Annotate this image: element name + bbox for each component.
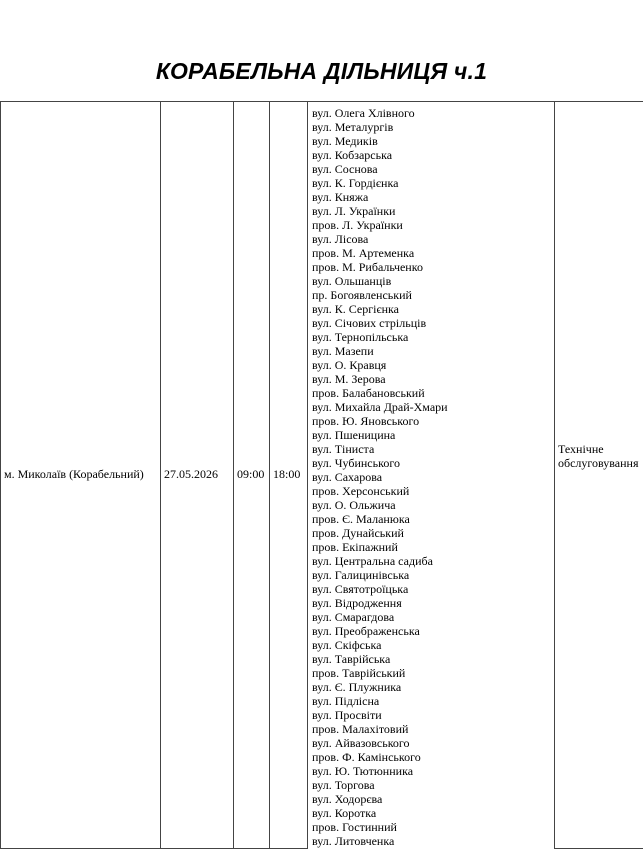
page-title: КОРАБЕЛЬНА ДІЛЬНИЦЯ ч.1	[155, 58, 488, 84]
street-item: вул. Лісова	[312, 232, 369, 246]
street-item: вул. Підлісна	[312, 694, 380, 708]
street-item: пров. М. Артеменка	[312, 246, 415, 260]
street-item: вул. Княжа	[312, 190, 369, 204]
street-item: пров. Таврійський	[312, 666, 406, 680]
street-item: вул. Відродження	[312, 596, 402, 610]
street-item: пров. Малахітовий	[312, 722, 409, 736]
street-item: вул. Є. Плужника	[312, 680, 402, 694]
time-to-cell: 18:00	[270, 102, 308, 849]
date-cell: 27.05.2026	[161, 102, 234, 849]
street-item: пров. Дунайський	[312, 526, 404, 540]
street-item: пров. Ю. Яновського	[312, 414, 420, 428]
street-item: вул. Чубинського	[312, 456, 400, 470]
street-item: вул. Литовченка	[312, 834, 395, 848]
settlement-cell: м. Миколаїв (Корабельний)	[1, 102, 161, 849]
street-item: вул. Центральна садиба	[312, 554, 433, 568]
street-item: вул. Мазепи	[312, 344, 374, 358]
street-item: пров. Балабановський	[312, 386, 425, 400]
street-item: вул. М. Зерова	[312, 372, 386, 386]
street-item: вул. Михайла Драй-Хмари	[312, 400, 448, 414]
street-item: вул. Коротка	[312, 806, 377, 820]
street-item: вул. Преображенська	[312, 624, 420, 638]
street-item: вул. Галицинівська	[312, 568, 410, 582]
streets-cell	[308, 102, 555, 849]
street-item: вул. К. Сергієнка	[312, 302, 399, 316]
street-item: вул. О. Кравця	[312, 358, 387, 372]
street-item: пр. Богоявленський	[312, 288, 412, 302]
street-item: вул. Тіниста	[312, 442, 375, 456]
street-item: вул. О. Ольжича	[312, 498, 396, 512]
note-cell: Технічне обслуговування	[555, 102, 643, 849]
street-item: вул. Кобзарська	[312, 148, 393, 162]
time-from-cell: 09:00	[234, 102, 270, 849]
street-item: вул. К. Гордієнка	[312, 176, 399, 190]
street-item: вул. Скіфська	[312, 638, 382, 652]
street-item: вул. Таврійська	[312, 652, 391, 666]
street-item: вул. Ольшанців	[312, 274, 392, 288]
street-item: вул. Сахарова	[312, 470, 383, 484]
street-item: вул. Тернопільська	[312, 330, 409, 344]
table-row	[1, 102, 643, 849]
street-item: вул. Ходорєва	[312, 792, 383, 806]
street-item: вул. Айвазовського	[312, 736, 410, 750]
street-item: пров. Ф. Камінського	[312, 750, 421, 764]
street-item: вул. Січових стрільців	[312, 316, 427, 330]
outage-table	[0, 101, 643, 849]
street-item: пров. Л. Українки	[312, 218, 403, 232]
street-item: пров. Херсонський	[312, 484, 410, 498]
street-item: вул. Смарагдова	[312, 610, 395, 624]
street-item: вул. Медиків	[312, 134, 378, 148]
street-item: вул. Пшеницина	[312, 428, 396, 442]
street-item: вул. Соснова	[312, 162, 378, 176]
streets-list	[312, 106, 551, 848]
street-item: вул. Святотроїцька	[312, 582, 409, 596]
street-item: вул. Олега Хлівного	[312, 106, 415, 120]
street-item: вул. Металургів	[312, 120, 394, 134]
street-item: вул. Торгова	[312, 778, 375, 792]
street-item: пров. М. Рибальченко	[312, 260, 423, 274]
street-item: вул. Просвіти	[312, 708, 382, 722]
street-item: пров. Екіпажний	[312, 540, 398, 554]
street-item: пров. Є. Маланюка	[312, 512, 410, 526]
street-item: вул. Ю. Тютюнника	[312, 764, 414, 778]
street-item: вул. Л. Українки	[312, 204, 396, 218]
street-item: пров. Гостинний	[312, 820, 397, 834]
